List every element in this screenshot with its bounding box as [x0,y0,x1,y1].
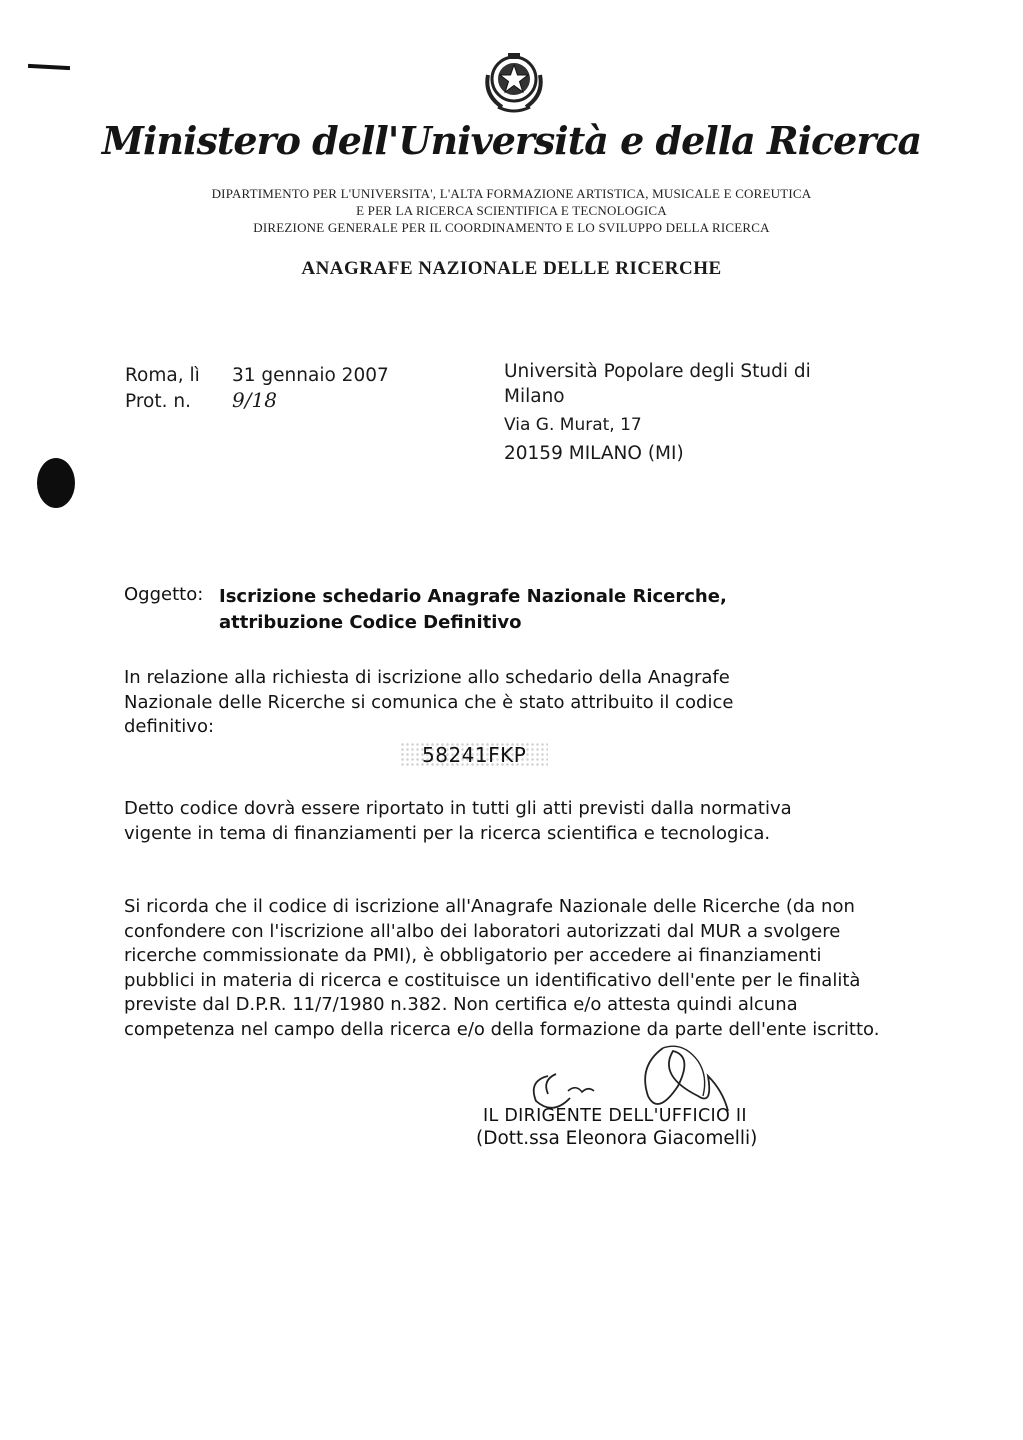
italian-republic-emblem-icon [478,45,550,117]
recipient-line-4: 20159 MILANO (MI) [504,443,684,464]
protocol-label: Prot. n. [125,391,191,412]
date-value: 31 gennaio 2007 [232,365,389,386]
department-line-3: DIREZIONE GENERALE PER IL COORDINAMENTO E LO SVILUPPO DELLA RICERCA [253,220,770,235]
recipient-line-2: Milano [504,386,565,407]
department-line-2: E PER LA RICERCA SCIENTIFICA E TECNOLOGICA [356,203,667,218]
registry-title: ANAGRAFE NAZIONALE DELLE RICERCHE [301,258,722,279]
punch-hole [37,458,75,508]
paragraph-code-usage: Detto codice dovrà essere riportato in tutti gli atti previsti dalla normativa vigente in tema di finanziamenti per la ricerca scientifica e tecnologica. [124,798,792,844]
subject-label: Oggetto: [124,584,204,605]
department-line-1: DIPARTIMENTO PER L'UNIVERSITA', L'ALTA FORMAZIONE ARTISTICA, MUSICALE E COREUTICA [211,186,812,201]
recipient-line-1: Università Popolare degli Studi di [504,361,811,382]
recipient-line-3: Via G. Murat, 17 [504,415,642,435]
pen-mark [28,64,70,70]
ministry-title: Ministero dell'Università e della Ricerca [101,118,922,163]
paragraph-request: In relazione alla richiesta di iscrizione allo schedario della Anagrafe Nazionale delle Ricerche si comunica che è stato attribuito il codice definitivo: [124,667,734,737]
signer-title: IL DIRIGENTE DELL'UFFICIO II [483,1106,747,1126]
registry-code: 58241FKP [400,742,548,768]
protocol-number: 9/18 [232,388,277,412]
signer-name: (Dott.ssa Eleonora Giacomelli) [476,1128,758,1149]
paragraph-reminder: Si ricorda che il codice di iscrizione all'Anagrafe Nazionale delle Ricerche (da non confondere con l'iscrizione all'albo dei laboratori autorizzati dal MUR a svolgere ricerche commissionate da PMI), è obbligatorio per accedere ai finanziamenti pubblici in materia di ricerca e costituisce un identificativo dell'ente per le finalità previste dal D.P.R. 11/7/1980 n.382. Non certifica e/o attesta quindi alcuna competenza nel campo della ricerca e/o della formazione da parte dell'ente iscritto. [124,896,880,1040]
place-label: Roma, lì [125,365,200,386]
subject-text: Iscrizione schedario Anagrafe Nazionale Ricerche, attribuzione Codice Definitivo [219,586,727,633]
